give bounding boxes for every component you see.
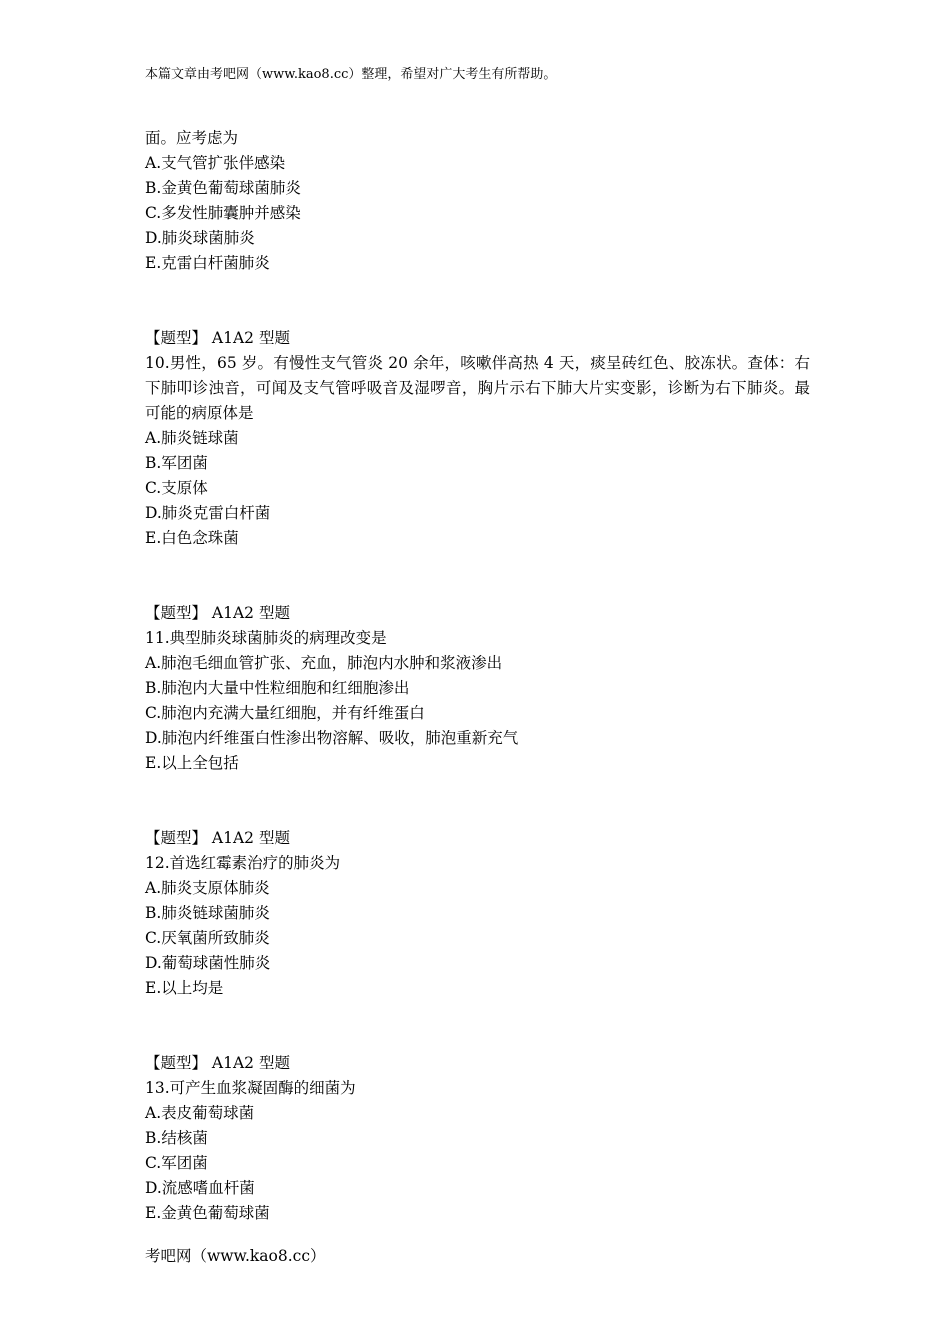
question-type-label: 【题型】 A1A2 型题 [145,829,290,847]
page-footer: 考吧网（www.kao8.cc） [145,1247,326,1265]
option-c: C.肺泡内充满大量红细胞，并有纤维蛋白 [145,704,425,722]
option-e: E.金黄色葡萄球菌 [145,1204,270,1222]
option-e: E.克雷白杆菌肺炎 [145,254,270,272]
option-d: D.肺炎克雷白杆菌 [145,504,271,522]
page-header-note: 本篇文章由考吧网（www.kao8.cc）整理，希望对广大考生有所帮助。 [145,67,557,82]
question-type-label: 【题型】 A1A2 型题 [145,604,290,622]
option-d: D.肺泡内纤维蛋白性渗出物溶解、吸收，肺泡重新充气 [145,729,519,747]
option-a: A.支气管扩张伴感染 [145,154,286,172]
option-a: A.肺炎支原体肺炎 [145,879,270,897]
question-9 [145,126,810,276]
option-b: B.金黄色葡萄球菌肺炎 [145,179,301,197]
document-body [145,126,810,1226]
spacer [145,551,810,601]
option-e: E.白色念珠菌 [145,529,239,547]
question-type-label: 【题型】 A1A2 型题 [145,1054,290,1072]
question-stem: 10.男性，65 岁。有慢性支气管炎 20 余年，咳嗽伴高热 4 天，痰呈砖红色、胶冻状。查体：右下肺叩诊浊音，可闻及支气管呼吸音及湿啰音，胸片示右下肺大片实变影，诊断为右下肺炎。最可能的病原体是 [145,354,810,422]
question-stem: 面。应考虑为 [145,129,239,147]
option-c: C.厌氧菌所致肺炎 [145,929,270,947]
question-type-label: 【题型】 A1A2 型题 [145,329,290,347]
question-10 [145,326,810,551]
option-c: C.军团菌 [145,1154,208,1172]
option-a: A.表皮葡萄球菌 [145,1104,255,1122]
option-d: D.流感嗜血杆菌 [145,1179,255,1197]
option-c: C.多发性肺囊肿并感染 [145,204,301,222]
option-b: B.军团菌 [145,454,208,472]
question-13 [145,1051,810,1226]
option-d: D.肺炎球菌肺炎 [145,229,255,247]
option-a: A.肺泡毛细血管扩张、充血，肺泡内水肿和浆液渗出 [145,654,503,672]
spacer [145,276,810,326]
option-e: E.以上全包括 [145,754,239,772]
question-stem: 11.典型肺炎球菌肺炎的病理改变是 [145,629,387,647]
option-b: B.肺炎链球菌肺炎 [145,904,270,922]
option-e: E.以上均是 [145,979,224,997]
option-a: A.肺炎链球菌 [145,429,239,447]
question-11 [145,601,810,776]
option-b: B.肺泡内大量中性粒细胞和红细胞渗出 [145,679,410,697]
question-stem: 12.首选红霉素治疗的肺炎为 [145,854,341,872]
option-b: B.结核菌 [145,1129,208,1147]
option-d: D.葡萄球菌性肺炎 [145,954,271,972]
question-12 [145,826,810,1001]
option-c: C.支原体 [145,479,208,497]
spacer [145,1001,810,1051]
question-stem: 13.可产生血浆凝固酶的细菌为 [145,1079,356,1097]
spacer [145,776,810,826]
